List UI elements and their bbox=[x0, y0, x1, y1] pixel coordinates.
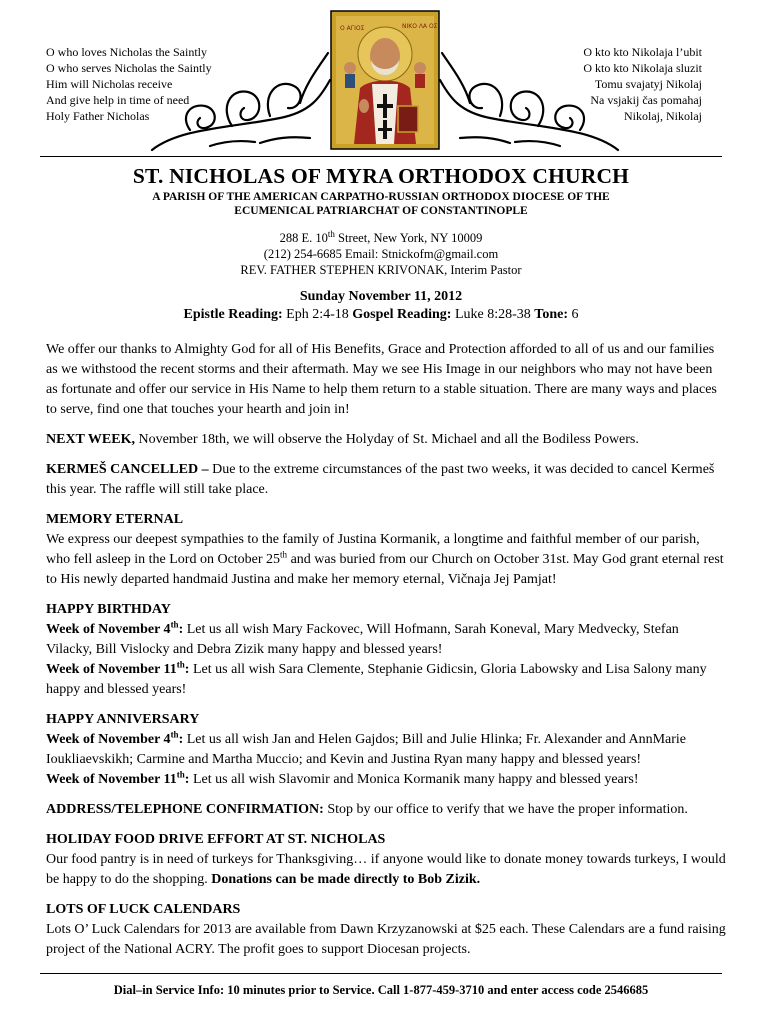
readings-block bbox=[40, 288, 722, 324]
birthday-week-2 bbox=[46, 660, 726, 700]
week-label: Week of November 11 bbox=[46, 662, 177, 677]
tone-value: 6 bbox=[568, 307, 579, 322]
anniversary-heading: HAPPY ANNIVERSARY bbox=[46, 712, 200, 727]
calendars-section bbox=[46, 900, 726, 960]
next-week-text: November 18th, we will observe the Holyday of St. Michael and all the Bodiless Powers. bbox=[134, 432, 639, 447]
memory-text-1: We express our deepest sympathies to the family of Justina Kormanik, a longtime and faithful member of our parish, who fell asleep in the Lord on October 25 bbox=[46, 532, 700, 567]
bulletin-content bbox=[46, 340, 726, 970]
week-colon: : bbox=[178, 622, 184, 637]
icon-inscription-right: ΝΙΚΟ ΛΑ ΟΣ bbox=[402, 23, 438, 30]
epistle-label: Epistle Reading: bbox=[183, 307, 283, 322]
address-text: 288 E. 10 bbox=[279, 231, 328, 245]
birthday-week-2-label bbox=[46, 659, 190, 677]
church-name: ST. NICHOLAS OF MYRA ORTHODOX CHURCH bbox=[132, 164, 630, 188]
address-confirmation-text: Stop by our office to verify that we have the proper information. bbox=[323, 802, 688, 817]
anniversary-week-2-label bbox=[46, 769, 190, 787]
food-drive-heading: HOLIDAY FOOD DRIVE EFFORT AT ST. NICHOLAS bbox=[46, 832, 386, 847]
birthday-week-1-label bbox=[46, 619, 184, 637]
calendars-text: Lots O’ Luck Calendars for 2013 are available from Dawn Krzyzanowski at $25 each. These Calendars are a fund raising project of the National ACRY. The profit goes to support Diocesan projects. bbox=[46, 922, 726, 957]
anniversary-section bbox=[46, 710, 726, 790]
verse-line: O kto kto Nikolaja sluzit bbox=[583, 61, 702, 75]
church-address bbox=[40, 230, 722, 246]
verse-line: Holy Father Nicholas bbox=[46, 109, 150, 123]
birthday-week-2-text: Let us all wish Sara Clemente, Stephanie Gidicsin, Gloria Labowsky and Lisa Salony many happy and blessed years! bbox=[46, 662, 707, 697]
verse-line: O who loves Nicholas the Saintly bbox=[46, 45, 207, 59]
verse-line: O who serves Nicholas the Saintly bbox=[46, 61, 212, 75]
verse-line: Nikolaj, Nikolaj bbox=[624, 109, 702, 123]
memory-eternal-section bbox=[46, 510, 726, 590]
memory-eternal-heading: MEMORY ETERNAL bbox=[46, 512, 184, 527]
saint-nicholas-icon-ornament bbox=[150, 8, 620, 153]
epistle-reading: Eph 2:4-18 bbox=[282, 307, 353, 322]
contact-info bbox=[40, 230, 722, 278]
birthday-heading: HAPPY BIRTHDAY bbox=[46, 602, 171, 617]
week-colon: : bbox=[178, 732, 184, 747]
icon-inscription-left: Ο ΑΓΙΟΣ bbox=[340, 25, 365, 32]
verse-line: Him will Nicholas receive bbox=[46, 77, 173, 91]
parish-line-2: ECUMENICAL PATRIARCHAT OF CONSTANTINOPLE bbox=[234, 205, 528, 217]
kermes-label: KERMEŠ CANCELLED – bbox=[46, 462, 213, 477]
memory-eternal-text bbox=[46, 530, 726, 590]
week-colon: : bbox=[184, 772, 190, 787]
address-confirmation-label: ADDRESS/TELEPHONE CONFIRMATION: bbox=[46, 802, 324, 817]
kermes-text: Due to the extreme circumstances of the past two weeks, it was decided to cancel Kermeš this year. The raffle will still take place. bbox=[46, 462, 715, 497]
anniversary-week-1 bbox=[46, 730, 726, 770]
address-text-2: Street, New York, NY 10009 bbox=[334, 231, 483, 245]
tone-label: Tone: bbox=[534, 307, 569, 322]
pastor-name: REV. FATHER STEPHEN KRIVONAK, Interim Pastor bbox=[240, 263, 522, 277]
memory-text-2: and was buried from our Church on October 31st. May God grant eternal rest to His newly departed handmaid Justina and make her memory eternal, Vičnaja Jej Pamjat! bbox=[46, 552, 724, 587]
week-sup: th bbox=[176, 769, 185, 780]
food-drive-text bbox=[46, 850, 726, 890]
food-drive-section bbox=[46, 830, 726, 890]
address-confirmation bbox=[46, 800, 726, 820]
birthday-section bbox=[46, 600, 726, 700]
gospel-label: Gospel Reading: bbox=[352, 307, 452, 322]
verse-line: Tomu svajatyj Nikolaj bbox=[594, 77, 702, 91]
week-sup: th bbox=[176, 659, 185, 670]
food-drive-donations: Donations can be made directly to Bob Zizik. bbox=[211, 872, 481, 887]
kermes-notice bbox=[46, 460, 726, 500]
parish-affiliation bbox=[40, 190, 722, 218]
week-sup: th bbox=[170, 729, 179, 740]
next-week-notice bbox=[46, 430, 726, 450]
verse-line: Na vsjakij čas pomahaj bbox=[590, 93, 702, 107]
footer-divider bbox=[40, 973, 722, 974]
verse-line: And give help in time of need bbox=[46, 93, 190, 107]
anniversary-week-2 bbox=[46, 770, 726, 790]
dial-in-info: Dial–in Service Info: 10 minutes prior to Service. Call 1-877-459-3710 and enter access code 2546685 bbox=[113, 983, 649, 997]
week-colon: : bbox=[184, 662, 190, 677]
anniversary-week-1-text: Let us all wish Jan and Helen Gajdos; Bill and Julie Hlinka; Fr. Alexander and AnnMarie Ioukliaevskikh; Carmine and Martha Muccio; and Kevin and Justina Ryan many happy and blessed years! bbox=[46, 732, 686, 767]
week-sup: th bbox=[170, 619, 179, 630]
memory-sup: th bbox=[280, 549, 288, 560]
anniversary-week-2-text: Let us all wish Slavomir and Monica Kormanik many happy and blessed years! bbox=[189, 772, 639, 787]
calendars-heading: LOTS OF LUCK CALENDARS bbox=[46, 902, 241, 917]
parish-line-1: A PARISH OF THE AMERICAN CARPATHO-RUSSIAN ORTHODOX DIOCESE OF THE bbox=[152, 191, 610, 203]
week-label: Week of November 11 bbox=[46, 772, 177, 787]
food-drive-body: Our food pantry is in need of turkeys for Thanksgiving… if anyone would like to donate money towards turkeys, I would be happy to do the shopping. bbox=[46, 852, 726, 887]
week-label: Week of November 4 bbox=[46, 622, 171, 637]
service-date: Sunday November 11, 2012 bbox=[299, 289, 463, 304]
birthday-week-1 bbox=[46, 620, 726, 660]
phone-email: (212) 254-6685 Email: Stnickofm@gmail.com bbox=[263, 247, 499, 261]
birthday-week-1-text: Let us all wish Mary Fackovec, Will Hofmann, Sarah Koneval, Mary Medvecky, Stefan Vilacky, Bill Vislocky and Debra Zizik many happy and blessed years! bbox=[46, 622, 679, 657]
address-sup: th bbox=[327, 228, 335, 239]
gospel-reading: Luke 8:28-38 bbox=[451, 307, 535, 322]
anniversary-week-1-label bbox=[46, 729, 184, 747]
header-divider bbox=[40, 156, 722, 157]
week-label: Week of November 4 bbox=[46, 732, 171, 747]
verse-line: O kto kto Nikolaja l’ubit bbox=[583, 45, 702, 59]
intro-paragraph: We offer our thanks to Almighty God for all of His Benefits, Grace and Protection afforded to all of us and our families as we withstood the recent storms and their aftermath. May we see His Image in our neighbors who may not have been as fortunate and offer our service in His Name to help them return to a stable situation. There are many ways and places to serve, find one that touches your hearth and join in! bbox=[46, 342, 717, 417]
readings-line bbox=[40, 306, 722, 324]
next-week-label: NEXT WEEK, bbox=[46, 432, 135, 447]
